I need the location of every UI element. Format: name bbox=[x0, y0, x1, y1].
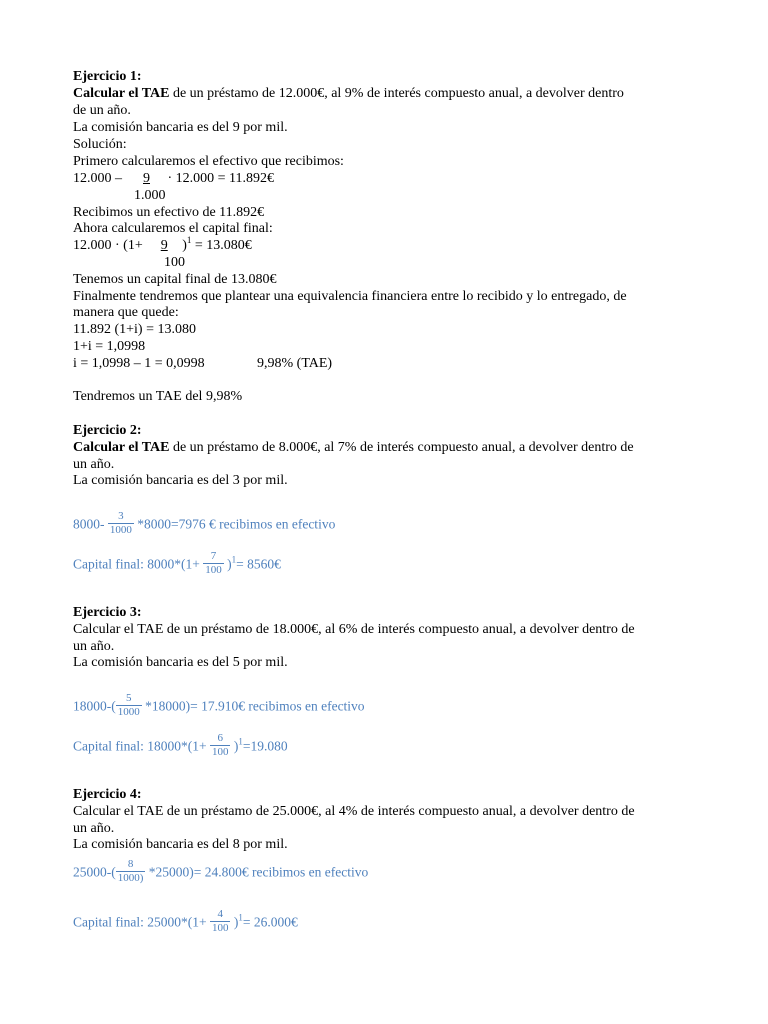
statement-text: de un préstamo de 12.000€, al 9% de interés compuesto anual, a devolver dentro bbox=[169, 86, 624, 101]
fraction bbox=[210, 732, 231, 759]
fraction-numerator: 7 bbox=[203, 550, 224, 564]
exercise-4-statement-cont: un año. bbox=[73, 821, 115, 836]
exercise-1-formula-1 bbox=[73, 171, 274, 187]
exercise-1-final-2: manera que quede: bbox=[73, 305, 179, 320]
exercise-3-statement-cont: un año. bbox=[73, 639, 115, 654]
exercise-4-title: Ejercicio 4: bbox=[73, 787, 142, 802]
statement-bold: Calcular el TAE bbox=[73, 440, 170, 455]
exercise-1-received: Recibimos un efectivo de 11.892€ bbox=[73, 205, 265, 220]
formula-text: ) bbox=[182, 238, 187, 253]
statement-bold: Calcular el TAE bbox=[73, 86, 170, 101]
fraction-denominator: 100 bbox=[211, 746, 229, 758]
formula-text: ) bbox=[227, 556, 232, 572]
exercise-2-effective-formula bbox=[73, 512, 335, 539]
fraction bbox=[116, 858, 146, 885]
formula-text: *8000=7976 € recibimos en efectivo bbox=[137, 516, 336, 532]
exercise-2-title: Ejercicio 2: bbox=[73, 423, 142, 438]
exercise-1-result: 9,98% (TAE) bbox=[257, 356, 333, 371]
fraction-denominator: 100 bbox=[211, 922, 229, 934]
exponent: 1 bbox=[231, 554, 237, 565]
fraction-denominator: 1000 bbox=[117, 706, 140, 718]
exercise-1-equation-1: 11.892 (1+i) = 13.080 bbox=[73, 322, 196, 337]
exercise-4-effective-formula bbox=[73, 860, 368, 887]
formula-text: 12.000 · (1+ bbox=[73, 238, 143, 253]
exercise-1-step-2: Ahora calcularemos el capital final: bbox=[73, 221, 273, 236]
exponent: 1 bbox=[238, 736, 243, 747]
formula-text: 8000- bbox=[73, 516, 105, 532]
fraction-numerator: 8 bbox=[116, 858, 146, 872]
exercise-1-equation-2: 1+i = 1,0998 bbox=[73, 339, 146, 354]
exercise-2-statement bbox=[73, 440, 634, 456]
formula-text: · 12.000 = 11.892€ bbox=[167, 171, 275, 186]
formula-text: *18000)= 17.910€ recibimos en efectivo bbox=[145, 698, 365, 714]
exercise-1-statement bbox=[73, 86, 624, 102]
exercise-3-capital-formula bbox=[73, 734, 288, 761]
statement-text: de un préstamo de 8.000€, al 7% de interés compuesto anual, a devolver dentro de bbox=[169, 440, 634, 455]
exercise-1-commission: La comisión bancaria es del 9 por mil. bbox=[73, 120, 288, 135]
exercise-4-commission: La comisión bancaria es del 8 por mil. bbox=[73, 837, 288, 852]
formula-text: =19.080 bbox=[242, 738, 288, 754]
exercise-3-effective-formula bbox=[73, 694, 365, 721]
formula-text: = 13.080€ bbox=[191, 238, 252, 253]
formula-text: 25000-( bbox=[73, 864, 116, 880]
formula-text: Capital final: 18000*(1+ bbox=[73, 738, 207, 754]
formula-text: ) bbox=[233, 738, 239, 754]
formula-text: Capital final: 25000*(1+ bbox=[73, 914, 207, 930]
fraction-numerator: 4 bbox=[210, 908, 231, 922]
exercise-1-conclusion: Tendremos un TAE del 9,98% bbox=[73, 389, 243, 404]
formula-text: ) bbox=[233, 914, 239, 930]
fraction bbox=[116, 692, 142, 719]
fraction-numerator: 5 bbox=[116, 692, 142, 706]
exercise-3-commission: La comisión bancaria es del 5 por mil. bbox=[73, 655, 288, 670]
exercise-2-statement-cont: un año. bbox=[73, 457, 115, 472]
fraction-denominator: 100 bbox=[205, 564, 222, 576]
exercise-1-statement-cont: de un año. bbox=[73, 103, 131, 118]
exercise-2-capital-formula bbox=[73, 552, 281, 579]
fraction-denominator: 1000) bbox=[117, 872, 144, 884]
fraction-numerator: 9 bbox=[160, 238, 168, 253]
exercise-1-step-1: Primero calcularemos el efectivo que recibimos: bbox=[73, 154, 344, 169]
formula-text: 12.000 – bbox=[73, 171, 122, 186]
exercise-1-capital: Tenemos un capital final de 13.080€ bbox=[73, 272, 277, 287]
formula-text: = 8560€ bbox=[236, 556, 281, 572]
exercise-1-solution-label: Solución: bbox=[73, 137, 127, 152]
formula-text: Capital final: 8000*(1+ bbox=[73, 556, 200, 572]
formula-text: *25000)= 24.800€ recibimos en efectivo bbox=[148, 864, 369, 880]
exponent: 1 bbox=[186, 235, 192, 245]
fraction bbox=[108, 510, 134, 537]
fraction-numerator: 9 bbox=[143, 171, 150, 186]
formula-text: = 26.000€ bbox=[242, 914, 298, 930]
fraction-denominator: 1000 bbox=[109, 524, 132, 536]
exercise-2-commission: La comisión bancaria es del 3 por mil. bbox=[73, 473, 288, 488]
fraction bbox=[210, 908, 231, 935]
exponent: 1 bbox=[238, 912, 243, 923]
exercise-4-capital-formula bbox=[73, 910, 298, 937]
fraction-numerator: 6 bbox=[210, 732, 231, 746]
exercise-3-title: Ejercicio 3: bbox=[73, 605, 142, 620]
exercise-1-formula-2-denominator: 100 bbox=[164, 255, 185, 270]
formula-text: 18000-( bbox=[73, 698, 116, 714]
fraction-numerator: 3 bbox=[108, 510, 134, 524]
exercise-1-final-1: Finalmente tendremos que plantear una equivalencia financiera entre lo recibido y lo entregado, de bbox=[73, 289, 627, 304]
exercise-1-formula-1-denominator: 1.000 bbox=[134, 188, 166, 203]
exercise-4-statement: Calcular el TAE de un préstamo de 25.000€, al 4% de interés compuesto anual, a devolver dentro de bbox=[73, 804, 635, 819]
exercise-1-equation-3: i = 1,0998 – 1 = 0,0998 bbox=[73, 356, 205, 371]
exercise-1-formula-2 bbox=[73, 235, 252, 254]
exercise-1-title: Ejercicio 1: bbox=[73, 69, 142, 84]
exercise-3-statement: Calcular el TAE de un préstamo de 18.000€, al 6% de interés compuesto anual, a devolver dentro de bbox=[73, 622, 635, 637]
fraction bbox=[203, 550, 224, 577]
